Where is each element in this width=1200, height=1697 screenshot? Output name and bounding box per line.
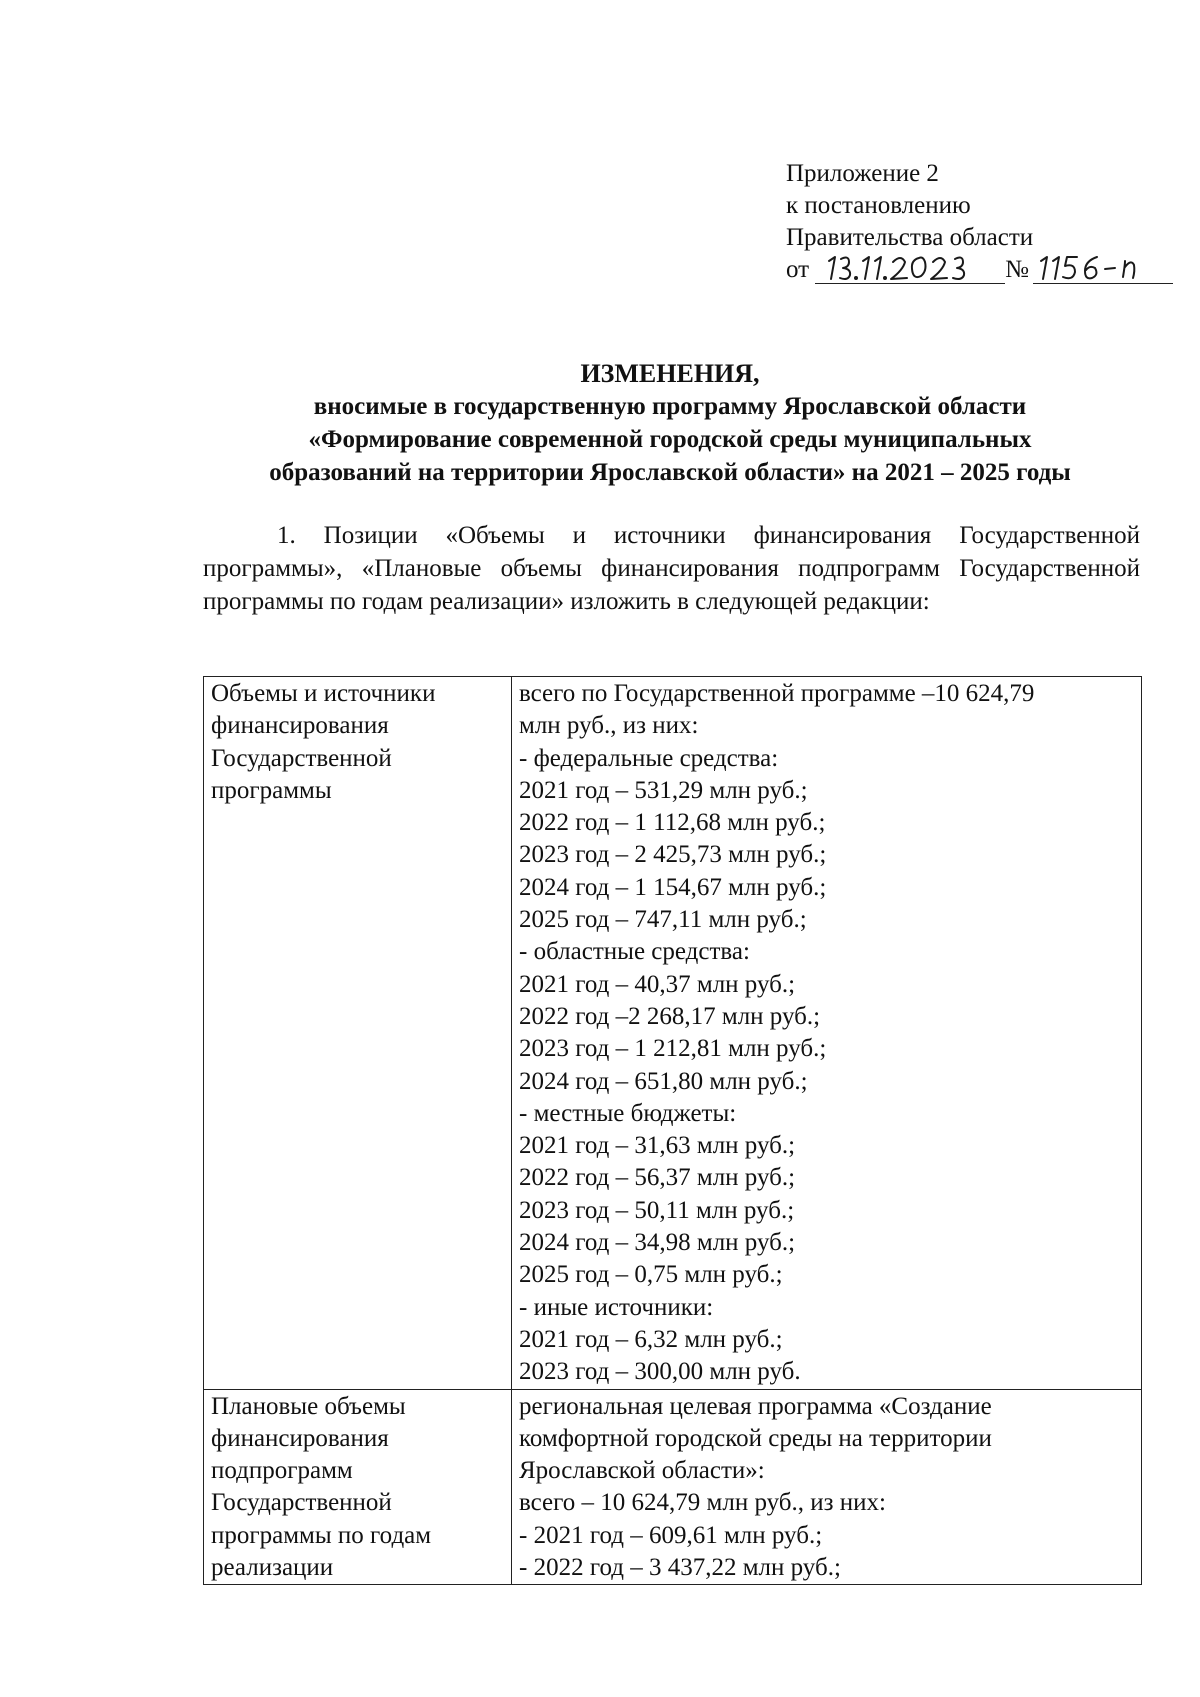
row2-label-line: Государственной	[211, 1489, 392, 1517]
row1-content-line: 2023 год – 50,11 млн руб.;	[519, 1196, 795, 1224]
appendix-header	[786, 158, 1173, 286]
from-label: от	[786, 256, 810, 283]
row1-content-line: 2024 год – 34,98 млн руб.;	[519, 1229, 796, 1257]
row1-content-line: 2024 год – 651,80 млн руб.;	[519, 1067, 808, 1095]
row2-label-cell	[204, 1389, 512, 1585]
row1-content-line: - иные источники:	[519, 1293, 714, 1321]
row1-content-line: 2021 год – 40,37 млн руб.;	[519, 970, 796, 998]
row1-content-line: 2023 год – 2 425,73 млн руб.;	[519, 841, 827, 869]
program-table	[203, 676, 1142, 1585]
title-line-4: образований на территории Ярославской области» на 2021 – 2025 годы	[269, 459, 1071, 486]
row1-content-line: 2022 год –2 268,17 млн руб.;	[519, 1002, 821, 1030]
table-row-planned	[204, 1389, 1142, 1585]
row1-content-line: 2023 год – 300,00 млн руб.	[519, 1358, 801, 1386]
row1-content-line: - областные средства:	[519, 938, 750, 966]
row1-content-line: 2021 год – 6,32 млн руб.;	[519, 1325, 783, 1353]
appendix-line-1: Приложение 2	[786, 160, 939, 187]
row1-content-line: 2023 год – 1 212,81 млн руб.;	[519, 1035, 827, 1063]
row2-content-line: региональная целевая программа «Создание	[519, 1392, 992, 1420]
row1-label-line: программы	[211, 776, 332, 804]
handwritten-number	[1033, 253, 1173, 284]
row1-content-line: 2022 год – 1 112,68 млн руб.;	[519, 809, 826, 837]
row2-label-line: Плановые объемы	[211, 1392, 406, 1420]
row1-content-line: 2021 год – 31,63 млн руб.;	[519, 1132, 796, 1160]
appendix-date-number-line	[786, 254, 1173, 286]
row1-content-line: всего по Государственной программе –10 624,79	[519, 680, 1035, 707]
row2-label-line: реализации	[211, 1554, 334, 1582]
row1-content-line: 2025 год – 0,75 млн руб.;	[519, 1261, 783, 1289]
row1-label-cell	[204, 677, 512, 1390]
row1-content-line: 2024 год – 1 154,67 млн руб.;	[519, 873, 827, 901]
appendix-line-2: к постановлению	[786, 192, 971, 219]
handwritten-number-signature	[1033, 253, 1173, 283]
row1-label-line: Государственной	[211, 744, 392, 772]
row1-content-line: 2025 год – 747,11 млн руб.;	[519, 906, 807, 934]
row1-content-line: - местные бюджеты:	[519, 1099, 737, 1127]
handwritten-date-signature	[815, 253, 1005, 283]
handwritten-date	[815, 253, 1005, 284]
row2-label-line: финансирования	[211, 1424, 389, 1452]
row2-content-line: - 2022 год – 3 437,22 млн руб.;	[519, 1554, 841, 1582]
row1-content-line: 2021 год – 531,29 млн руб.;	[519, 776, 808, 804]
row1-label-line: Объемы и источники	[211, 680, 436, 707]
row1-content-line: млн руб., из них:	[519, 712, 699, 740]
row1-content-cell	[512, 677, 1142, 1390]
row2-label-line: подпрограмм	[211, 1457, 353, 1485]
paragraph-1: 1. Позиции «Объемы и источники финансирования Государственной программы», «Плановые объемы финансирования подпрограмм Государственной программы по годам реализации» изложить в следующей редакции:	[203, 522, 1140, 615]
row2-content-line: всего – 10 624,79 млн руб., из них:	[519, 1489, 886, 1517]
appendix-line-3: Правительства области	[786, 224, 1034, 251]
row2-content-line: Ярославской области»:	[519, 1457, 765, 1485]
row1-content-line: - федеральные средства:	[519, 744, 779, 772]
row1-label-line: финансирования	[211, 712, 389, 740]
title-line-3: «Формирование современной городской среды муниципальных	[308, 426, 1032, 453]
row2-content-line: - 2021 год – 609,61 млн руб.;	[519, 1521, 823, 1549]
row2-content-line: комфортной городской среды на территории	[519, 1424, 992, 1452]
table-row-funding	[204, 677, 1142, 1390]
number-label: №	[1005, 256, 1029, 283]
document-title	[200, 357, 1140, 489]
row2-content-cell	[512, 1389, 1142, 1585]
title-line-2: вносимые в государственную программу Ярославской области	[313, 393, 1027, 420]
row2-label-line: программы по годам	[211, 1521, 432, 1549]
row1-content-line: 2022 год – 56,37 млн руб.;	[519, 1164, 796, 1192]
title-heading: ИЗМЕНЕНИЯ,	[580, 359, 760, 388]
